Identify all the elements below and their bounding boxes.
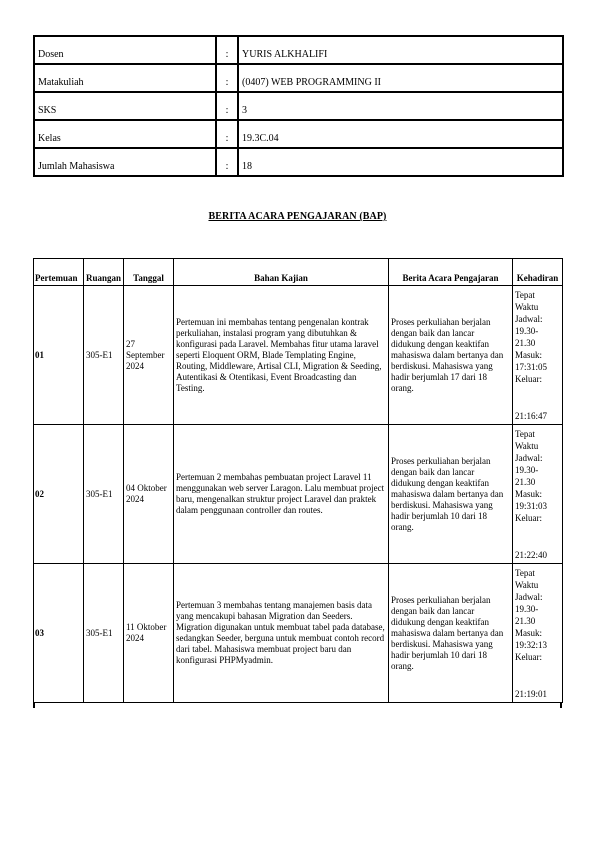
- info-row-sks: [34, 92, 563, 120]
- masuk-time: 17:31:05: [515, 362, 548, 372]
- keluar-label: Keluar:: [515, 652, 542, 662]
- info-label: Kelas: [34, 120, 216, 148]
- ruangan-cell: 305-E1: [84, 286, 124, 425]
- info-label: SKS: [34, 92, 216, 120]
- course-info-table: [33, 35, 564, 177]
- info-label: Jumlah Mahasiswa: [34, 148, 216, 176]
- keluar-label: Keluar:: [515, 513, 542, 523]
- masuk-time: 19:31:03: [515, 501, 548, 511]
- kehadiran-cell: [513, 564, 563, 703]
- bap-table: [33, 258, 563, 703]
- jadwal-end: 21.30: [515, 616, 536, 626]
- berita-acara-cell: Proses perkuliahan berjalan dengan baik dan lancar didukung dengan keaktifan mahasiswa dalam bertanya dan berdiskusi. Mahasiswa yang hadir berjumlah 17 dari 18 orang.: [389, 286, 513, 425]
- tanggal-cell: 04 Oktober 2024: [124, 425, 174, 564]
- status-text: Tepat: [515, 429, 535, 439]
- status-text: Tepat: [515, 568, 535, 578]
- ruangan-cell: 305-E1: [84, 425, 124, 564]
- status-text: Waktu: [515, 302, 539, 312]
- header-berita-acara: Berita Acara Pengajaran: [389, 259, 513, 286]
- masuk-label: Masuk:: [515, 628, 542, 638]
- keluar-time: 21:22:40: [515, 550, 548, 560]
- jadwal-start: 19.30-: [515, 326, 539, 336]
- keluar-time: 21:16:47: [515, 411, 548, 421]
- table-row: [34, 286, 563, 425]
- masuk-label: Masuk:: [515, 489, 542, 499]
- kehadiran-cell: [513, 425, 563, 564]
- status-text: Tepat: [515, 290, 535, 300]
- jadwal-label: Jadwal:: [515, 453, 543, 463]
- bahan-kajian-cell: Pertemuan 3 membahas tentang manajemen basis data yang mencakupi bahasan Migration dan Seeders. Migration digunakan untuk membuat tabel pada database, sedangkan Seeder, berguna untuk membuat contoh record dari tabel. Mahasiswa membuat project baru dan konfigurasi PHPMyadmin.: [174, 564, 389, 703]
- info-label: Dosen: [34, 36, 216, 64]
- pertemuan-number: 01: [34, 286, 84, 425]
- table-row: [34, 564, 563, 703]
- header-pertemuan: Pertemuan: [34, 259, 84, 286]
- info-row-kelas: [34, 120, 563, 148]
- status-text: Waktu: [515, 441, 539, 451]
- pertemuan-number: 03: [34, 564, 84, 703]
- info-row-matakuliah: [34, 64, 563, 92]
- masuk-time: 19:32:13: [515, 640, 548, 650]
- info-separator: :: [216, 148, 238, 176]
- header-bahan-kajian: Bahan Kajian: [174, 259, 389, 286]
- info-value: 3: [238, 92, 563, 120]
- info-row-dosen: [34, 36, 563, 64]
- jadwal-start: 19.30-: [515, 465, 539, 475]
- jadwal-end: 21.30: [515, 338, 536, 348]
- info-value: YURIS ALKHALIFI: [238, 36, 563, 64]
- header-tanggal: Tanggal: [124, 259, 174, 286]
- kehadiran-cell: [513, 286, 563, 425]
- table-continuation-edge: [560, 703, 562, 708]
- berita-acara-cell: Proses perkuliahan berjalan dengan baik dan lancar didukung dengan keaktifan mahasiswa dalam bertanya dan berdiskusi. Mahasiswa yang hadir berjumlah 10 dari 18 orang.: [389, 564, 513, 703]
- jadwal-start: 19.30-: [515, 604, 539, 614]
- info-separator: :: [216, 120, 238, 148]
- jadwal-label: Jadwal:: [515, 314, 543, 324]
- jadwal-end: 21.30: [515, 477, 536, 487]
- tanggal-cell: 11 Oktober 2024: [124, 564, 174, 703]
- header-kehadiran: Kehadiran: [513, 259, 563, 286]
- ruangan-cell: 305-E1: [84, 564, 124, 703]
- bahan-kajian-cell: Pertemuan 2 membahas pembuatan project Laravel 11 menggunakan web server Laragon. Lalu membuat project baru, mengenalkan struktur project Laravel dan praktek dalam penggunaan controller dan routes.: [174, 425, 389, 564]
- masuk-label: Masuk:: [515, 350, 542, 360]
- document-title: BERITA ACARA PENGAJARAN (BAP): [208, 211, 387, 222]
- table-row: [34, 425, 563, 564]
- keluar-label: Keluar:: [515, 374, 542, 384]
- info-value: 19.3C.04: [238, 120, 563, 148]
- table-continuation-edge: [33, 703, 35, 708]
- tanggal-cell: 27 September 2024: [124, 286, 174, 425]
- pertemuan-number: 02: [34, 425, 84, 564]
- info-value: (0407) WEB PROGRAMMING II: [238, 64, 563, 92]
- berita-acara-cell: Proses perkuliahan berjalan dengan baik dan lancar didukung dengan keaktifan mahasiswa dalam bertanya dan berdiskusi. Mahasiswa yang hadir berjumlah 10 dari 18 orang.: [389, 425, 513, 564]
- jadwal-label: Jadwal:: [515, 592, 543, 602]
- info-row-jumlah-mahasiswa: [34, 148, 563, 176]
- keluar-time: 21:19:01: [515, 689, 548, 699]
- info-separator: :: [216, 92, 238, 120]
- status-text: Waktu: [515, 580, 539, 590]
- bahan-kajian-cell: Pertemuan ini membahas tentang pengenalan kontrak perkuliahan, instalasi program yang dibutuhkan & konfigurasi pada Laravel. Membahas fitur utama laravel seperti Eloquent ORM, Blade Templating Engine, Routing, Middleware, Artisal CLI, Migration & Seeding, Autentikasi & Otentikasi, Event Broadcasting dan Testing.: [174, 286, 389, 425]
- header-ruangan: Ruangan: [84, 259, 124, 286]
- info-separator: :: [216, 64, 238, 92]
- info-separator: :: [216, 36, 238, 64]
- table-header-row: [34, 259, 563, 286]
- info-label: Matakuliah: [34, 64, 216, 92]
- info-value: 18: [238, 148, 563, 176]
